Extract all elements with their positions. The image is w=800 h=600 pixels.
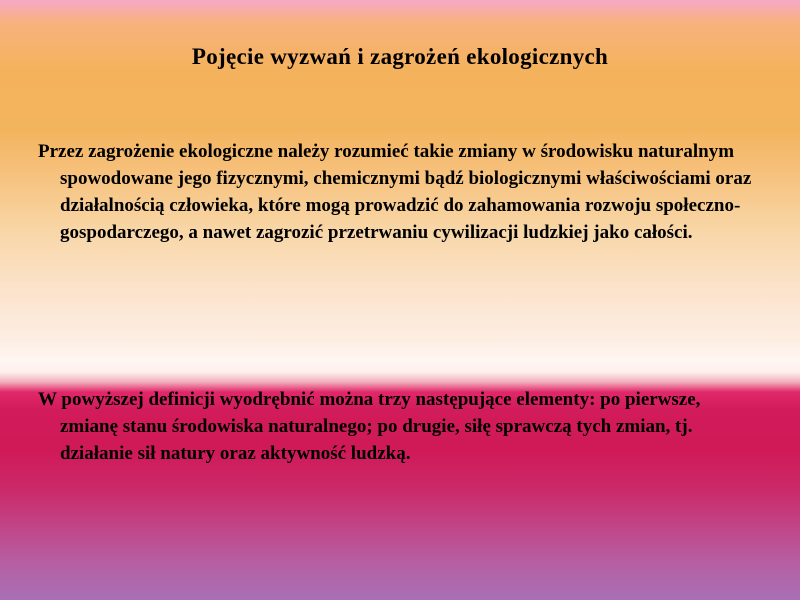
slide-title: Pojęcie wyzwań i zagrożeń ekologicznych [191, 44, 609, 69]
definition-paragraph: Przez zagrożenie ekologiczne należy rozumieć takie zmiany w środowisku naturalnym spowodowane jego fizycznymi, chemicznymi bądź biologicznymi właściwościami oraz działalnością człowieka, które mogą prowadzić do zahamowania rozwoju społeczno-gospodarczego, a nawet zagrozić przetrwaniu cywilizacji ludzkiej jako całości. [38, 141, 752, 243]
elements-paragraph: W powyższej definicji wyodrębnić można trzy następujące elementy: po pierwsze, zmianę stanu środowiska naturalnego; po drugie, siłę sprawczą tych zmian, tj. działanie sił natury oraz aktywność ludzką. [38, 389, 701, 464]
